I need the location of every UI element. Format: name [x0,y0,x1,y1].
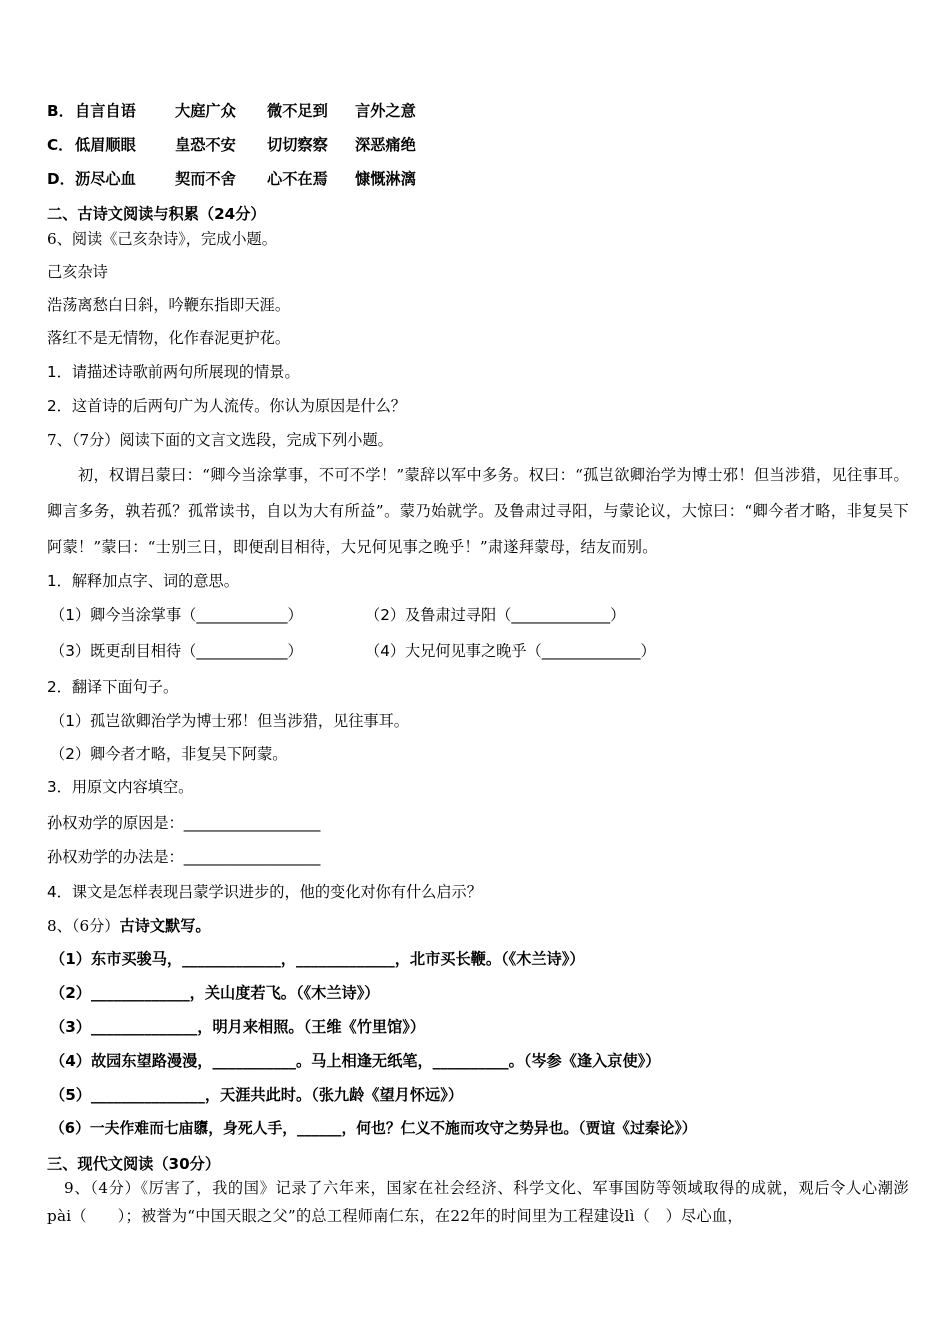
section2-title: 二、古诗文阅读与积累（24分） [47,205,266,223]
q8-line-5: （5）_______________，天涯共此时。（张九龄《望月怀远》） [50,1086,464,1104]
q7-item-1: （1）卿今当涂掌事（____________） [50,606,303,624]
q7-sub2: 2．翻译下面句子。 [47,678,179,696]
q6-intro: 6、阅读《己亥杂诗》，完成小题。 [47,230,277,248]
q9-block [47,1174,909,1230]
q7-intro: 7、（7分）阅读下面的文言文选段，完成下列小题。 [47,431,393,449]
q8-intro [47,915,211,937]
q7-translate-2: （2）卿今者才略，非复吴下阿蒙。 [50,745,288,763]
q7-fill-2: 孙权劝学的办法是：__________________ [47,848,321,866]
q8-intro-prefix: 8、（6分） [47,917,120,935]
q8-line-3: （3）______________，明月来相照。（王维《竹里馆》） [50,1018,426,1036]
q5-option-c: C． 低眉顺眼 皇恐不安 切切察察 深恶痛绝 [47,136,416,154]
q8-line-6: （6）一夫作难而七庙隳，身死人手，______，何也？仁义不施而攻守之势异也。（贾谊《过秦论》） [50,1120,697,1137]
q9-text: 9、（4分）《厉害了，我的国》记录了六年来，国家在社会经济、科学文化、军事国防等领域取得的成就，观后令人心潮澎pài（ ）；被誉为“中国天眼之父”的总工程师南仁东，在22年的时间里为工程建设lì（ ）尽心血， [47,1179,909,1225]
q6-poem-line-1: 浩荡离愁白日斜，吟鞭东指即天涯。 [47,296,290,314]
q7-item-3: （3）既更刮目相待（____________） [50,642,303,660]
q7-passage [47,457,909,565]
q7-sub1: 1．解释加点字、词的意思。 [47,572,239,590]
q7-item-row-2 [50,640,910,662]
q7-item-2: （2）及鲁肃过寻阳（_____________） [365,606,626,624]
q6-poem-title: 己亥杂诗 [47,263,108,281]
q6-sub1: 1．请描述诗歌前两句所展现的情景。 [47,363,300,381]
q8-line-2: （2）_____________，关山度若飞。（《木兰诗》） [50,984,380,1002]
q8-intro-title: 古诗文默写。 [119,917,211,935]
q8-line-4: （4）故园东望路漫漫，___________。马上相逢无纸笔，__________。（岑参《逢入京使》） [50,1052,661,1070]
q6-poem-line-2: 落红不是无情物，化作春泥更护花。 [47,329,290,347]
section3-title: 三、现代文阅读（30分） [47,1155,221,1173]
q5-option-d: D．沥尽心血 契而不舍 心不在焉 慷慨淋漓 [47,170,416,188]
q6-sub2: 2．这首诗的后两句广为人流传。你认为原因是什么？ [47,397,406,415]
q7-passage-text: 初，权谓吕蒙曰：“卿今当涂掌事，不可不学！”蒙辞以军中多务。权曰：“孤岂欲卿治学为博士邪！但当涉猎，见往事耳。卿言多务，孰若孤？孤常读书，自以为大有所益”。蒙乃始就学。及鲁肃过寻阳，与蒙论议，大惊曰：“卿今者才略，非复吴下阿蒙！”蒙曰：“士别三日，即便刮目相待，大兄何见事之晚乎！”肃遂拜蒙母，结友而别。 [47,466,909,556]
q7-translate-1: （1）孤岂欲卿治学为博士邪！但当涉猎，见往事耳。 [50,712,409,730]
q7-sub3: 3．用原文内容填空。 [47,778,194,796]
q7-item-row-1 [50,604,910,626]
q7-fill-1: 孙权劝学的原因是：__________________ [47,814,321,832]
q5-option-b: B．自言自语 大庭广众 微不足到 言外之意 [47,102,416,120]
q8-line-1: （1）东市买骏马，_____________，_____________，北市买长鞭。（《木兰诗》） [50,950,585,968]
q7-sub4: 4．课文是怎样表现吕蒙学识进步的，他的变化对你有什么启示？ [47,883,482,901]
q7-item-4: （4）大兄何见事之晚乎（_____________） [365,642,656,660]
